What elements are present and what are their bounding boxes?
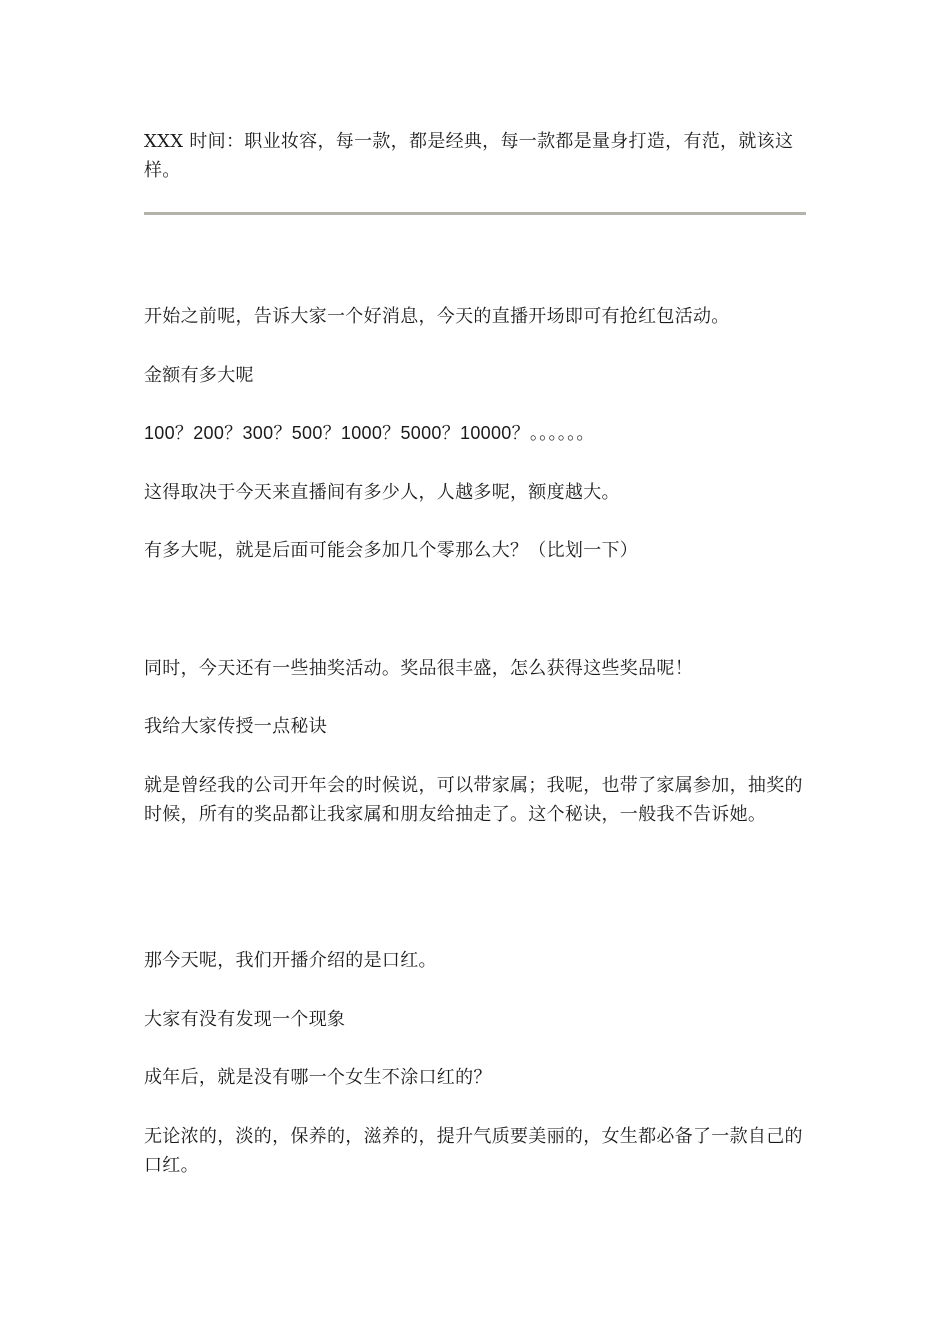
paragraph-amount-values: 100？200？300？500？1000？5000？10000？。。。。。。 xyxy=(144,423,595,443)
paragraph-lottery: 同时，今天还有一些抽奖活动。奖品很丰盛，怎么获得这些奖品呢！ xyxy=(144,658,693,679)
paragraph-how-big: 有多大呢，就是后面可能会多加几个零那么大？（比划一下） xyxy=(144,540,639,561)
paragraph-lipstick-types: 无论浓的，淡的，保养的，滋养的，提升气质要美丽的，女生都必备了一款自己的口红。 xyxy=(144,1126,803,1176)
paragraph-amount-question: 金额有多大呢 xyxy=(144,365,254,386)
paragraph-depends-on-viewers: 这得取决于今天来直播间有多少人，人越多呢，额度越大。 xyxy=(144,482,620,503)
paragraph-red-packet: 开始之前呢，告诉大家一个好消息，今天的直播开场即可有抢红包活动。 xyxy=(144,306,730,327)
paragraph-secret-intro: 我给大家传授一点秘诀 xyxy=(144,716,327,737)
paragraph-secret-story: 就是曾经我的公司开年会的时候说，可以带家属；我呢，也带了家属参加，抽奖的时候，所有的奖品都让我家属和朋友给抽走了。这个秘诀，一般我不告诉她。 xyxy=(144,775,803,825)
horizontal-divider xyxy=(144,212,806,215)
paragraph-lipstick-intro: 那今天呢，我们开播介绍的是口红。 xyxy=(144,950,437,971)
paragraph-phenomenon: 大家有没有发现一个现象 xyxy=(144,1009,346,1030)
intro-paragraph: XXX 时间：职业妆容，每一款，都是经典，每一款都是量身打造，有范，就该这样。 xyxy=(144,131,794,181)
paragraph-every-girl: 成年后，就是没有哪一个女生不涂口红的？ xyxy=(144,1067,492,1088)
